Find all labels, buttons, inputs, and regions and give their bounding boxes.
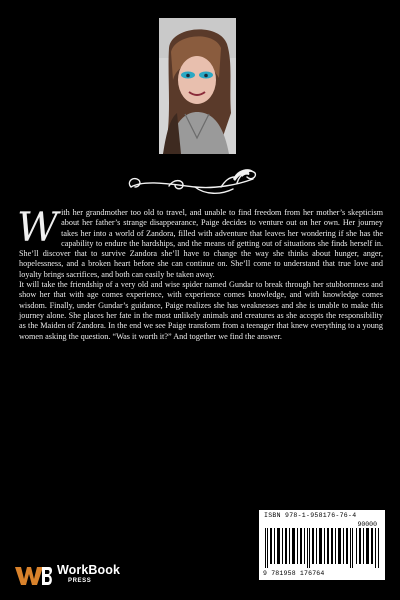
- publisher-logo: [15, 562, 155, 588]
- blurb-paragraph-2: It will take the friendship of a very old and wise spider named Gundar to break through her stubbornness and show her that with age comes experience, with experience comes knowledge, and with knowledge comes wisdom. Finally, under Gundar’s guidance, Paige realizes she has weaknesses and she is unable to make this journey alone. She places her fate in the most unlikely animals and creatures as she accepts the responsibility as the Maiden of Zandora. In the end we see Paige transform from a teenager that knew everything to a young women asking the question. “Was it worth it?” And together we find the answer.: [19, 280, 383, 341]
- isbn-barcode: [259, 510, 385, 580]
- back-cover-blurb: [17, 205, 383, 342]
- workbook-logo-icon: [15, 565, 53, 585]
- blurb-paragraph-1: ith her grandmother too old to travel, and unable to find freedom from her mother’s skepticism about her father’s strange disappearance, Paige decides to venture out on her own. Her journey takes her into a world of Zandora, filled with adventure that leaves her wondering if she has the capability to endure the hardships, and the means of getting out of situations she finds herself in. She’ll discover that to survive Zandora she’ll have to change the way she thinks about hunger, anger, hopelessness, and a broken heart before she can continue on. She’ll come to understand that true love and loyalty brings sacrifices, and both can easily be taken away.: [19, 208, 383, 279]
- flourish-divider: [125, 165, 260, 201]
- publisher-name: WorkBook: [57, 563, 121, 577]
- ean-number: 9 781958 176764: [263, 570, 325, 577]
- publisher-sub: PRESS: [68, 578, 92, 584]
- price-code: 90000: [357, 521, 377, 528]
- author-portrait-icon: [159, 18, 236, 154]
- isbn-label: ISBN 978-1-958176-76-4: [264, 512, 357, 519]
- barcode-bars-icon: [263, 528, 381, 568]
- flourish-icon: [125, 165, 260, 201]
- author-photo: [159, 18, 236, 154]
- drop-cap: W: [17, 205, 59, 251]
